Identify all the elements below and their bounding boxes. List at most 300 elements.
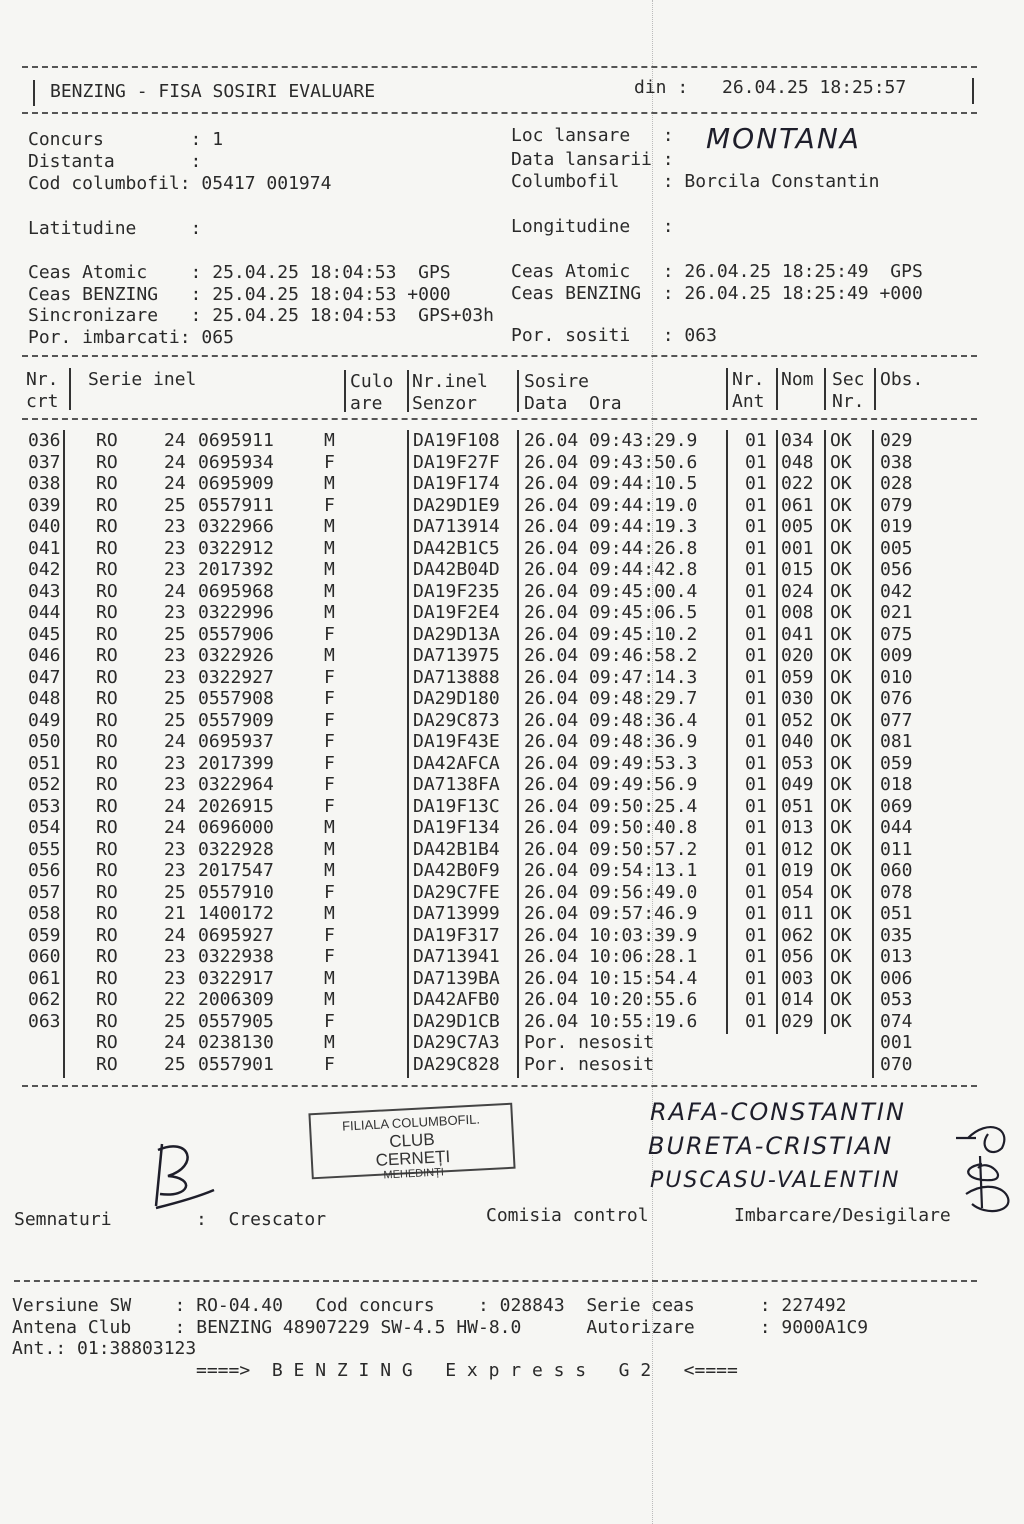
footer-line: Antena Club : BENZING 48907229 SW-4.5 HW-8.0 Autorizare : 9000A1C9 bbox=[12, 1317, 869, 1338]
row-inel: 0322966 bbox=[198, 516, 274, 537]
row-tara: RO bbox=[96, 989, 118, 1010]
row-tara: RO bbox=[96, 602, 118, 623]
row-senzor: DA713999 bbox=[413, 903, 500, 924]
row-obs: 069 bbox=[880, 795, 913, 817]
table-row bbox=[0, 860, 1024, 882]
row-nom: 048 bbox=[781, 451, 814, 473]
row-sec: OK bbox=[830, 623, 852, 645]
col-header-nr: Nr. bbox=[26, 369, 59, 390]
row-nr: 040 bbox=[28, 516, 61, 537]
row-sosire: 26.04 09:49:56.9 bbox=[524, 774, 698, 795]
row-obs: 059 bbox=[880, 752, 913, 774]
col-header-are: are bbox=[350, 393, 383, 414]
row-tara: RO bbox=[96, 645, 118, 666]
row-sec: OK bbox=[830, 602, 852, 623]
row-sex: F bbox=[324, 731, 335, 752]
row-inel: 2017399 bbox=[198, 752, 274, 774]
table-row bbox=[0, 796, 1024, 818]
row-nr: 049 bbox=[28, 709, 61, 731]
table-row bbox=[0, 667, 1024, 689]
row-senzor: DA29C7A3 bbox=[413, 1032, 500, 1053]
info-data-lansarii: Data lansarii : bbox=[511, 149, 674, 170]
row-obs: 035 bbox=[880, 924, 913, 946]
row-nr: 052 bbox=[28, 774, 61, 795]
row-inel: 2006309 bbox=[198, 989, 274, 1010]
row-nom: 040 bbox=[781, 731, 814, 752]
row-sosire: Por. nesosit bbox=[524, 1053, 655, 1075]
row-obs: 042 bbox=[880, 580, 913, 602]
row-inel: 0322927 bbox=[198, 666, 274, 688]
col-divider bbox=[726, 368, 728, 410]
table-row bbox=[0, 559, 1024, 581]
row-sec: OK bbox=[830, 881, 852, 903]
row-obs: 077 bbox=[880, 709, 913, 731]
info-por-sositi: Por. sositi : 063 bbox=[511, 325, 717, 346]
row-sosire: 26.04 09:45:00.4 bbox=[524, 580, 698, 602]
col-divider bbox=[69, 368, 71, 410]
row-obs: 018 bbox=[880, 774, 913, 795]
row-an: 22 bbox=[164, 989, 186, 1010]
row-ant: 01 bbox=[745, 731, 767, 752]
row-inel: 1400172 bbox=[198, 903, 274, 924]
row-obs: 028 bbox=[880, 473, 913, 494]
row-an: 24 bbox=[164, 731, 186, 752]
row-sex: F bbox=[324, 494, 335, 516]
row-senzor: DA29C828 bbox=[413, 1053, 500, 1075]
row-sec: OK bbox=[830, 709, 852, 731]
header-left-bar bbox=[33, 80, 35, 106]
row-sec: OK bbox=[830, 645, 852, 666]
info-ceas-benzing-left: Ceas BENZING : 25.04.25 18:04:53 +000 bbox=[28, 284, 451, 305]
row-senzor: DA29C7FE bbox=[413, 881, 500, 903]
row-sex: F bbox=[324, 774, 335, 795]
row-nr: 062 bbox=[28, 989, 61, 1010]
row-tara: RO bbox=[96, 623, 118, 645]
row-inel: 0557908 bbox=[198, 688, 274, 709]
row-sec: OK bbox=[830, 537, 852, 559]
row-ant: 01 bbox=[745, 516, 767, 537]
col-header-culo: Culo bbox=[350, 371, 394, 392]
header-din-label: din : bbox=[634, 77, 689, 98]
row-senzor: DA29D13A bbox=[413, 623, 500, 645]
row-inel: 0695927 bbox=[198, 924, 274, 946]
row-tara: RO bbox=[96, 559, 118, 580]
row-nr: 047 bbox=[28, 666, 61, 688]
row-obs: 076 bbox=[880, 688, 913, 709]
row-nom: 054 bbox=[781, 881, 814, 903]
row-an: 24 bbox=[164, 430, 186, 451]
header-title: BENZING - FISA SOSIRI EVALUARE bbox=[50, 81, 376, 102]
row-sex: M bbox=[324, 473, 335, 494]
table-row bbox=[0, 774, 1024, 796]
handwritten-name: BURETA-CRISTIAN bbox=[648, 1132, 894, 1160]
row-senzor: DA19F2E4 bbox=[413, 602, 500, 623]
row-an: 25 bbox=[164, 1053, 186, 1075]
row-ant: 01 bbox=[745, 989, 767, 1010]
row-tara: RO bbox=[96, 967, 118, 989]
stamp-line: FILIALA COLUMBOFIL. bbox=[341, 1111, 481, 1134]
row-inel: 0322917 bbox=[198, 967, 274, 989]
row-sosire: 26.04 09:46:58.2 bbox=[524, 645, 698, 666]
row-an: 23 bbox=[164, 967, 186, 989]
row-nr: 037 bbox=[28, 451, 61, 473]
row-sex: F bbox=[324, 688, 335, 709]
row-ant: 01 bbox=[745, 752, 767, 774]
table-row bbox=[0, 946, 1024, 968]
row-inel: 0695909 bbox=[198, 473, 274, 494]
row-sex: M bbox=[324, 817, 335, 838]
row-sec: OK bbox=[830, 924, 852, 946]
row-ant: 01 bbox=[745, 881, 767, 903]
row-nr: 046 bbox=[28, 645, 61, 666]
row-an: 23 bbox=[164, 838, 186, 860]
row-obs: 001 bbox=[880, 1032, 913, 1053]
row-nom: 052 bbox=[781, 709, 814, 731]
row-sec: OK bbox=[830, 860, 852, 881]
row-sosire: 26.04 09:48:29.7 bbox=[524, 688, 698, 709]
row-sex: M bbox=[324, 1032, 335, 1053]
row-sex: M bbox=[324, 903, 335, 924]
row-sec: OK bbox=[830, 774, 852, 795]
row-sex: M bbox=[324, 537, 335, 559]
row-sosire: 26.04 09:44:19.3 bbox=[524, 516, 698, 537]
row-senzor: DA19F43E bbox=[413, 731, 500, 752]
row-nom: 012 bbox=[781, 838, 814, 860]
row-obs: 029 bbox=[880, 430, 913, 451]
row-inel: 2026915 bbox=[198, 795, 274, 817]
row-obs: 060 bbox=[880, 860, 913, 881]
row-inel: 0695937 bbox=[198, 731, 274, 752]
row-an: 23 bbox=[164, 516, 186, 537]
row-ant: 01 bbox=[745, 430, 767, 451]
table-row bbox=[0, 688, 1024, 710]
row-inel: 2017392 bbox=[198, 559, 274, 580]
row-nr: 051 bbox=[28, 752, 61, 774]
row-nom: 003 bbox=[781, 967, 814, 989]
col-header-nom: Nom bbox=[781, 369, 814, 390]
row-tara: RO bbox=[96, 946, 118, 967]
row-sec: OK bbox=[830, 516, 852, 537]
row-senzor: DA19F174 bbox=[413, 473, 500, 494]
row-sec: OK bbox=[830, 946, 852, 967]
row-nom: 034 bbox=[781, 430, 814, 451]
row-ant: 01 bbox=[745, 967, 767, 989]
row-sec: OK bbox=[830, 752, 852, 774]
row-nom: 061 bbox=[781, 494, 814, 516]
row-nom: 013 bbox=[781, 817, 814, 838]
row-sosire: 26.04 09:54:13.1 bbox=[524, 860, 698, 881]
row-sosire: 26.04 09:56:49.0 bbox=[524, 881, 698, 903]
row-nr: 059 bbox=[28, 924, 61, 946]
row-sec: OK bbox=[830, 903, 852, 924]
col-header-crt: crt bbox=[26, 391, 59, 412]
row-sosire: 26.04 09:50:25.4 bbox=[524, 795, 698, 817]
table-row bbox=[0, 1011, 1024, 1033]
table-row bbox=[0, 1054, 1024, 1076]
row-senzor: DA19F108 bbox=[413, 430, 500, 451]
row-tara: RO bbox=[96, 473, 118, 494]
row-tara: RO bbox=[96, 451, 118, 473]
table-row bbox=[0, 624, 1024, 646]
row-ant: 01 bbox=[745, 838, 767, 860]
row-ant: 01 bbox=[745, 602, 767, 623]
row-nr: 053 bbox=[28, 795, 61, 817]
row-sex: F bbox=[324, 1010, 335, 1032]
row-tara: RO bbox=[96, 817, 118, 838]
table-row bbox=[0, 495, 1024, 517]
row-senzor: DA19F134 bbox=[413, 817, 500, 838]
row-ant: 01 bbox=[745, 817, 767, 838]
row-sex: M bbox=[324, 602, 335, 623]
footer-line: Ant.: 01:38803123 bbox=[12, 1338, 197, 1359]
row-tara: RO bbox=[96, 838, 118, 860]
row-obs: 081 bbox=[880, 731, 913, 752]
row-inel: 0322938 bbox=[198, 946, 274, 967]
row-sosire: 26.04 09:44:10.5 bbox=[524, 473, 698, 494]
info-ceas-atomic-left: Ceas Atomic : 25.04.25 18:04:53 GPS bbox=[28, 262, 451, 283]
row-inel: 0557905 bbox=[198, 1010, 274, 1032]
table-row bbox=[0, 882, 1024, 904]
row-nr: 041 bbox=[28, 537, 61, 559]
row-nom: 030 bbox=[781, 688, 814, 709]
info-concurs: Concurs : 1 bbox=[28, 129, 224, 150]
row-nom: 053 bbox=[781, 752, 814, 774]
table-row bbox=[0, 968, 1024, 990]
separator bbox=[22, 355, 977, 357]
row-sosire: 26.04 10:55:19.6 bbox=[524, 1010, 698, 1032]
row-inel: 0557910 bbox=[198, 881, 274, 903]
row-sec: OK bbox=[830, 1010, 852, 1032]
info-latitudine: Latitudine : bbox=[28, 218, 202, 239]
row-nom: 022 bbox=[781, 473, 814, 494]
col-divider bbox=[517, 370, 519, 412]
row-nom: 019 bbox=[781, 860, 814, 881]
row-sec: OK bbox=[830, 473, 852, 494]
row-tara: RO bbox=[96, 860, 118, 881]
table-row bbox=[0, 753, 1024, 775]
row-an: 25 bbox=[164, 881, 186, 903]
row-nr: 054 bbox=[28, 817, 61, 838]
row-senzor: DA29D180 bbox=[413, 688, 500, 709]
row-tara: RO bbox=[96, 774, 118, 795]
row-obs: 044 bbox=[880, 817, 913, 838]
col-header-senzor: Senzor bbox=[412, 393, 478, 414]
row-ant: 01 bbox=[745, 709, 767, 731]
row-an: 24 bbox=[164, 795, 186, 817]
row-inel: 0322996 bbox=[198, 602, 274, 623]
row-sex: F bbox=[324, 666, 335, 688]
table-row bbox=[0, 710, 1024, 732]
row-nr: 042 bbox=[28, 559, 61, 580]
row-an: 24 bbox=[164, 473, 186, 494]
row-obs: 019 bbox=[880, 516, 913, 537]
row-sex: F bbox=[324, 1053, 335, 1075]
row-an: 23 bbox=[164, 666, 186, 688]
row-ant: 01 bbox=[745, 559, 767, 580]
row-sosire: 26.04 09:50:40.8 bbox=[524, 817, 698, 838]
footer-express: ====> B E N Z I N G E x p r e s s G 2 <==== bbox=[196, 1360, 738, 1381]
row-sex: M bbox=[324, 645, 335, 666]
table-row bbox=[0, 581, 1024, 603]
table-row bbox=[0, 925, 1024, 947]
info-cod-columbofil: Cod columbofil: 05417 001974 bbox=[28, 173, 332, 194]
row-an: 23 bbox=[164, 645, 186, 666]
row-inel: 0557911 bbox=[198, 494, 274, 516]
handwritten-name: PUSCASU-VALENTIN bbox=[650, 1168, 901, 1193]
row-an: 21 bbox=[164, 903, 186, 924]
row-nr: 044 bbox=[28, 602, 61, 623]
row-sec: OK bbox=[830, 451, 852, 473]
row-senzor: DA713941 bbox=[413, 946, 500, 967]
signatures-imbarcare: Imbarcare/Desigilare bbox=[734, 1205, 951, 1226]
table-row bbox=[0, 989, 1024, 1011]
row-sec: OK bbox=[830, 666, 852, 688]
row-ant: 01 bbox=[745, 1010, 767, 1032]
info-columbofil: Columbofil : Borcila Constantin bbox=[511, 171, 880, 192]
row-nr: 056 bbox=[28, 860, 61, 881]
header-right-bar bbox=[972, 78, 974, 104]
info-distanta: Distanta : bbox=[28, 151, 202, 172]
row-tara: RO bbox=[96, 709, 118, 731]
table-row bbox=[0, 903, 1024, 925]
row-sec: OK bbox=[830, 989, 852, 1010]
col-divider bbox=[824, 368, 826, 410]
row-sex: M bbox=[324, 860, 335, 881]
row-an: 23 bbox=[164, 860, 186, 881]
header-din-value: 26.04.25 18:25:57 bbox=[722, 77, 907, 98]
row-sosire: 26.04 09:57:46.9 bbox=[524, 903, 698, 924]
row-sex: M bbox=[324, 989, 335, 1010]
table-row bbox=[0, 602, 1024, 624]
row-nr: 043 bbox=[28, 580, 61, 602]
table-row bbox=[0, 516, 1024, 538]
row-inel: 0322926 bbox=[198, 645, 274, 666]
row-ant: 01 bbox=[745, 494, 767, 516]
row-sec: OK bbox=[830, 430, 852, 451]
row-senzor: DA42B1C5 bbox=[413, 537, 500, 559]
info-ceas-benzing-right: Ceas BENZING : 26.04.25 18:25:49 +000 bbox=[511, 283, 923, 304]
row-sec: OK bbox=[830, 731, 852, 752]
row-sosire: 26.04 09:44:19.0 bbox=[524, 494, 698, 516]
stamp-line: CERNEȚI bbox=[375, 1147, 451, 1170]
row-obs: 075 bbox=[880, 623, 913, 645]
table-row bbox=[0, 1032, 1024, 1054]
row-nr: 045 bbox=[28, 623, 61, 645]
signature-mark bbox=[140, 1136, 220, 1216]
row-sex: M bbox=[324, 559, 335, 580]
row-senzor: DA42AFCA bbox=[413, 752, 500, 774]
separator bbox=[22, 418, 977, 420]
table-row bbox=[0, 645, 1024, 667]
row-nom: 029 bbox=[781, 1010, 814, 1032]
row-nr: 060 bbox=[28, 946, 61, 967]
row-sex: M bbox=[324, 580, 335, 602]
signatures-comisia: Comisia control bbox=[486, 1205, 649, 1226]
row-sosire: 26.04 09:43:50.6 bbox=[524, 451, 698, 473]
row-nr: 038 bbox=[28, 473, 61, 494]
row-inel: 0557901 bbox=[198, 1053, 274, 1075]
row-an: 23 bbox=[164, 946, 186, 967]
row-inel: 0557906 bbox=[198, 623, 274, 645]
row-tara: RO bbox=[96, 881, 118, 903]
row-sosire: 26.04 10:06:28.1 bbox=[524, 946, 698, 967]
info-loc-lansare-value: MONTANA bbox=[706, 122, 861, 155]
row-senzor: DA19F317 bbox=[413, 924, 500, 946]
row-sex: M bbox=[324, 430, 335, 451]
row-an: 23 bbox=[164, 752, 186, 774]
row-ant: 01 bbox=[745, 645, 767, 666]
row-an: 24 bbox=[164, 580, 186, 602]
row-senzor: DA42AFB0 bbox=[413, 989, 500, 1010]
row-inel: 0322928 bbox=[198, 838, 274, 860]
row-senzor: DA7139BA bbox=[413, 967, 500, 989]
row-nom: 051 bbox=[781, 795, 814, 817]
row-an: 25 bbox=[164, 494, 186, 516]
row-inel: 0695911 bbox=[198, 430, 274, 451]
col-divider bbox=[407, 370, 409, 412]
separator bbox=[22, 66, 977, 68]
row-senzor: DA713888 bbox=[413, 666, 500, 688]
row-an: 23 bbox=[164, 559, 186, 580]
row-tara: RO bbox=[96, 1032, 118, 1053]
row-tara: RO bbox=[96, 688, 118, 709]
row-inel: 0322964 bbox=[198, 774, 274, 795]
row-senzor: DA19F13C bbox=[413, 795, 500, 817]
row-nr: 061 bbox=[28, 967, 61, 989]
footer-line: Versiune SW : RO-04.40 Cod concurs : 028843 Serie ceas : 227492 bbox=[12, 1295, 847, 1316]
row-tara: RO bbox=[96, 537, 118, 559]
row-an: 24 bbox=[164, 1032, 186, 1053]
row-ant: 01 bbox=[745, 623, 767, 645]
separator bbox=[22, 112, 977, 114]
row-sosire: 26.04 09:44:42.8 bbox=[524, 559, 698, 580]
row-sex: M bbox=[324, 516, 335, 537]
row-sex: M bbox=[324, 838, 335, 860]
row-tara: RO bbox=[96, 494, 118, 516]
row-sosire: Por. nesosit bbox=[524, 1032, 655, 1053]
row-sex: F bbox=[324, 881, 335, 903]
row-senzor: DA42B0F9 bbox=[413, 860, 500, 881]
row-nr: 039 bbox=[28, 494, 61, 516]
info-longitudine: Longitudine : bbox=[511, 216, 674, 237]
signature-mark bbox=[948, 1108, 1022, 1218]
row-inel: 0322912 bbox=[198, 537, 274, 559]
row-an: 25 bbox=[164, 688, 186, 709]
row-obs: 038 bbox=[880, 451, 913, 473]
row-nr: 057 bbox=[28, 881, 61, 903]
row-an: 23 bbox=[164, 602, 186, 623]
row-obs: 009 bbox=[880, 645, 913, 666]
col-divider bbox=[776, 368, 778, 410]
row-senzor: DA7138FA bbox=[413, 774, 500, 795]
row-nom: 014 bbox=[781, 989, 814, 1010]
row-obs: 021 bbox=[880, 602, 913, 623]
row-sex: M bbox=[324, 967, 335, 989]
row-sex: F bbox=[324, 795, 335, 817]
row-nom: 062 bbox=[781, 924, 814, 946]
row-inel: 0696000 bbox=[198, 817, 274, 838]
row-sex: F bbox=[324, 946, 335, 967]
row-sex: F bbox=[324, 752, 335, 774]
col-divider bbox=[344, 370, 346, 412]
separator bbox=[22, 1085, 977, 1087]
row-tara: RO bbox=[96, 516, 118, 537]
table-row bbox=[0, 731, 1024, 753]
row-obs: 070 bbox=[880, 1053, 913, 1075]
row-tara: RO bbox=[96, 924, 118, 946]
row-tara: RO bbox=[96, 580, 118, 602]
row-inel: 0238130 bbox=[198, 1032, 274, 1053]
